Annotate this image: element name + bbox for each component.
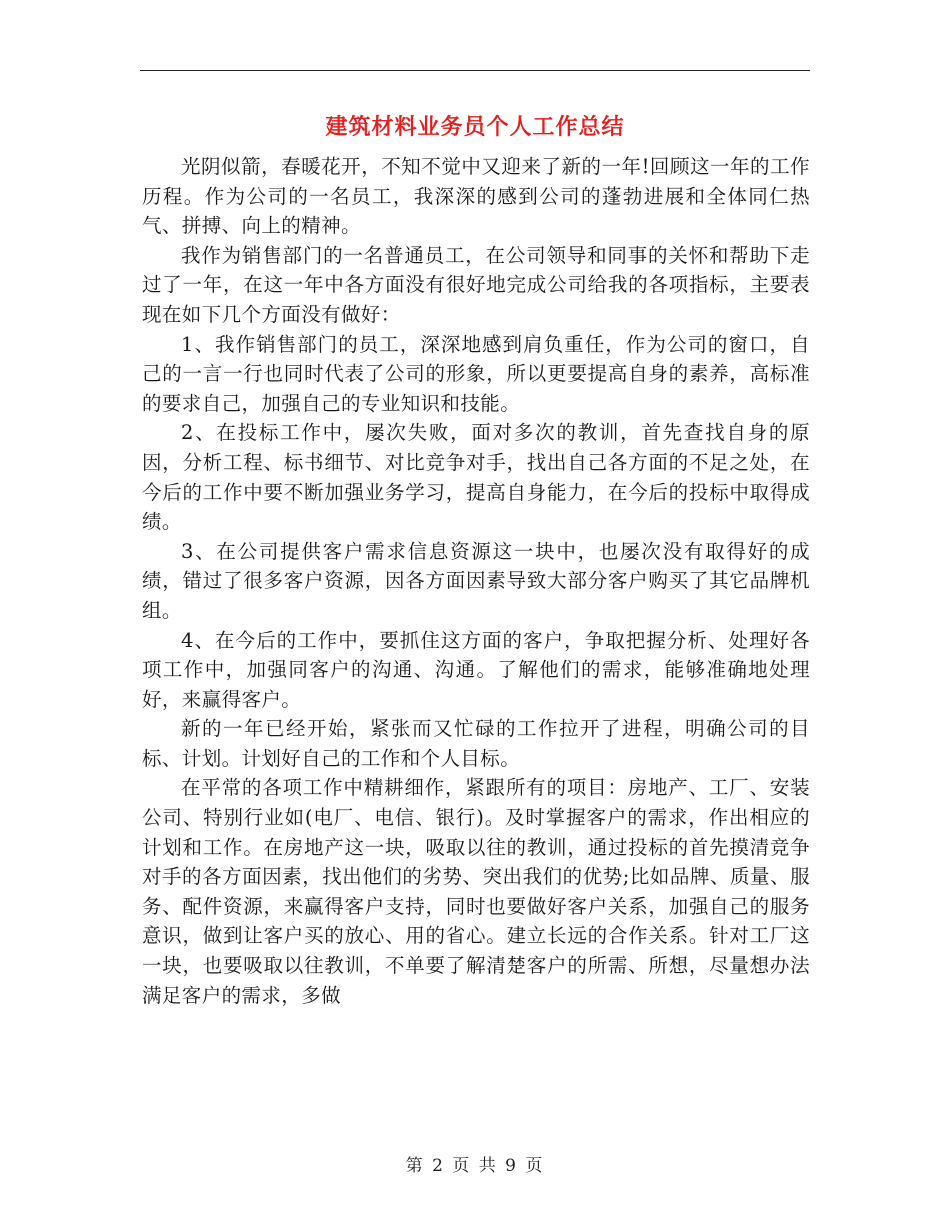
- paragraph-point-1: 1、我作销售部门的员工，深深地感到肩负重任，作为公司的窗口，自己的一言一行也同时代表了公司的形象，所以更要提高自身的素养，高标准的要求自己，加强自己的专业知识和技能。: [142, 332, 810, 415]
- header-rule: [140, 70, 810, 71]
- paragraph-intro: 光阴似箭，春暖花开，不知不觉中又迎来了新的一年!回顾这一年的工作历程。作为公司的一名员工，我深深的感到公司的蓬勃进展和全体同仁热气、拼搏、向上的精神。: [142, 155, 810, 238]
- paragraph-point-4: 4、在今后的工作中，要抓住这方面的客户，争取把握分析、处理好各项工作中，加强同客户的沟通、沟通。了解他们的需求，能够准确地处理好，来赢得客户。: [142, 628, 810, 711]
- paragraph-new-year: 新的一年已经开始，紧张而又忙碌的工作拉开了进程，明确公司的目标、计划。计划好自己的工作和个人目标。: [142, 717, 810, 770]
- paragraph-point-3: 3、在公司提供客户需求信息资源这一块中，也屡次没有取得好的成绩，错过了很多客户资源，因各方面因素导致大部分客户购买了其它品牌机组。: [142, 539, 810, 622]
- document-body: [142, 152, 810, 1010]
- paragraph-self-review: 我作为销售部门的一名普通员工，在公司领导和同事的关怀和帮助下走过了一年，在这一年中各方面没有很好地完成公司给我的各项指标，主要表现在如下几个方面没有做好：: [142, 243, 810, 326]
- paragraph-point-2: 2、在投标工作中，屡次失败，面对多次的教训，首先查找自身的原因，分析工程、标书细节、对比竞争对手，找出自己各方面的不足之处，在今后的工作中要不断加强业务学习，提高自身能力，在今后的投标中取得成绩。: [142, 421, 810, 534]
- page-number: 第 2 页 共 9 页: [405, 1156, 545, 1176]
- paragraph-work-plan: 在平常的各项工作中精耕细作，紧跟所有的项目：房地产、工厂、安装公司、特别行业如(电厂、电信、银行)。及时掌握客户的需求，作出相应的计划和工作。在房地产这一块，吸取以往的教训，通过投标的首先摸清竞争对手的各方面因素，找出他们的劣势、突出我们的优势;比如品牌、质量、服务、配件资源，来赢得客户支持，同时也要做好客户关系，加强自己的服务意识，做到让客户买的放心、用的省心。建立长远的合作关系。针对工厂这一块，也要吸取以往教训，不单要了解清楚客户的所需、所想，尽量想办法满足客户的需求，多做: [142, 776, 810, 1007]
- document-title: 建筑材料业务员个人工作总结: [325, 114, 625, 140]
